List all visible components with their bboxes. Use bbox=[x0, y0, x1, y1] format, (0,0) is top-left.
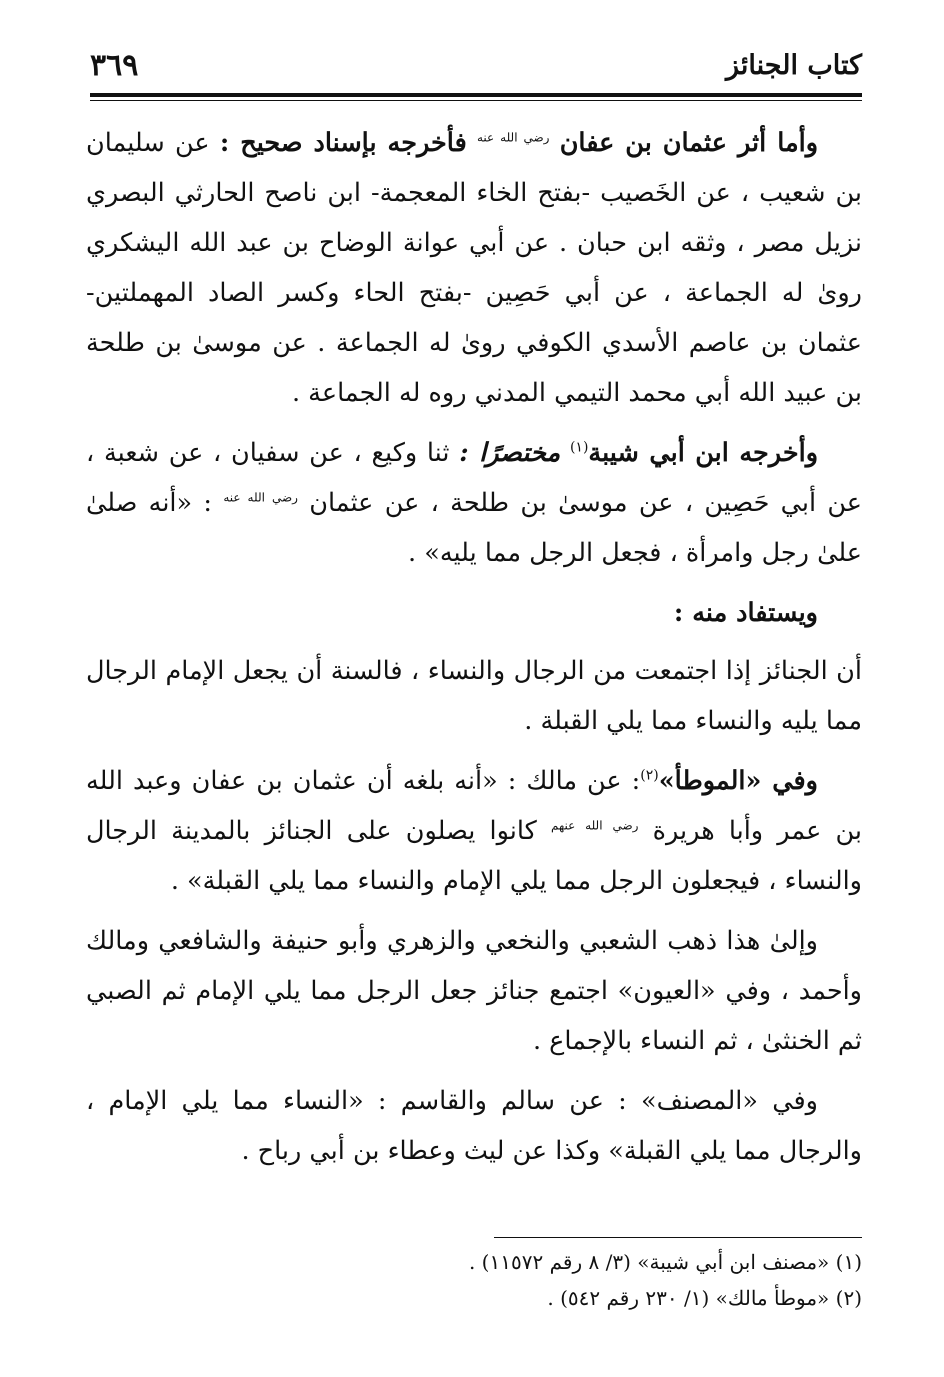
p4-text-2: كانوا يصلون على الجنائز بالمدينة الرجال والنساء ، فيجعلون الرجل مما يلي الإمام والنساء مما يلي القبلة» . bbox=[86, 816, 862, 896]
paragraph-3: أن الجنائز إذا اجتمعت من الرجال والنساء ، فالسنة أن يجعل الإمام الرجال مما يليه والنساء مما يلي القبلة . bbox=[86, 656, 862, 736]
p1-lead: وأما أثر عثمان بن عفان bbox=[559, 128, 819, 158]
header-rule-thick bbox=[90, 93, 862, 97]
header-rule-thin bbox=[90, 100, 862, 101]
footnote-ref-2[interactable]: (٢) bbox=[640, 767, 659, 784]
paragraph-4 bbox=[86, 756, 862, 906]
honorific-glyph: رضي الله عنه bbox=[223, 490, 298, 505]
p2-text-2: : «أنه صلىٰ علىٰ رجل وامرأة ، فجعل الرجل مما يليه» . bbox=[86, 488, 862, 568]
honorific-glyph: رضي الله عنهم bbox=[550, 818, 639, 833]
running-header bbox=[90, 48, 862, 94]
paragraph-5: وإلىٰ هذا ذهب الشعبي والنخعي والزهري وأبو حنيفة والشافعي ومالك وأحمد ، وفي «العيون» اجتمع جنائز جعل الرجل مما يلي الإمام ثم الصبي ثم الخنثىٰ ، ثم النساء بالإجماع . bbox=[86, 926, 862, 1056]
p2-lead-2: مختصرًا : bbox=[459, 438, 561, 468]
footnote-separator bbox=[494, 1237, 862, 1238]
p2-text-1: ثنا وكيع ، عن سفيان ، عن شعبة ، عن أبي حَصِين ، عن موسىٰ بن طلحة ، عن عثمان bbox=[86, 438, 863, 518]
footnote-2: (٢) «موطأ مالك» (١/ ٢٣٠ رقم ٥٤٢) . bbox=[547, 1286, 862, 1310]
p2-lead: وأخرجه ابن أبي شيبة bbox=[588, 438, 819, 468]
main-text bbox=[86, 118, 862, 1186]
paragraph-1 bbox=[86, 118, 862, 418]
p1-text: عن سليمان بن شعيب ، عن الخَصيب -بفتح الخاء المعجمة- ابن ناصح الحارثي البصري نزيل مصر ، وثقه ابن حبان . عن أبي عوانة الوضاح بن عبد الله اليشكري روىٰ له الجماعة ، عن أبي حَصِين -بفتح الحاء وكسر الصاد المهملتين- عثمان بن عاصم الأسدي الكوفي روىٰ له الجماعة . عن موسىٰ بن طلحة بن عبيد الله أبي محمد التيمي المدني روه له الجماعة . bbox=[86, 128, 862, 408]
section-heading: ويستفاد منه : bbox=[673, 598, 818, 628]
paragraph-2 bbox=[86, 428, 862, 578]
honorific-glyph: رضي الله عنه bbox=[477, 130, 550, 145]
footnote-1: (١) «مصنف ابن أبي شيبة» (٣/ ٨ رقم ١١٥٧٢) . bbox=[468, 1250, 862, 1274]
p4-text-1: : عن مالك : «أنه بلغه أن عثمان بن عفان وعبد الله بن عمر وأبا هريرة bbox=[86, 766, 863, 846]
p4-lead: وفي «الموطأ» bbox=[658, 766, 818, 796]
paragraph-6: وفي «المصنف» : عن سالم والقاسم : «النساء مما يلي الإمام ، والرجال مما يلي القبلة» وكذا عن ليث وعطاء بن أبي رباح . bbox=[86, 1086, 862, 1166]
footnotes bbox=[86, 1244, 862, 1316]
p1-lead-2: فأخرجه بإسناد صحيح : bbox=[219, 128, 467, 158]
page-number: ٣٦٩ bbox=[90, 48, 139, 83]
chapter-title: كتاب الجنائز bbox=[726, 50, 862, 81]
footnote-ref-1[interactable]: (١) bbox=[569, 439, 589, 456]
